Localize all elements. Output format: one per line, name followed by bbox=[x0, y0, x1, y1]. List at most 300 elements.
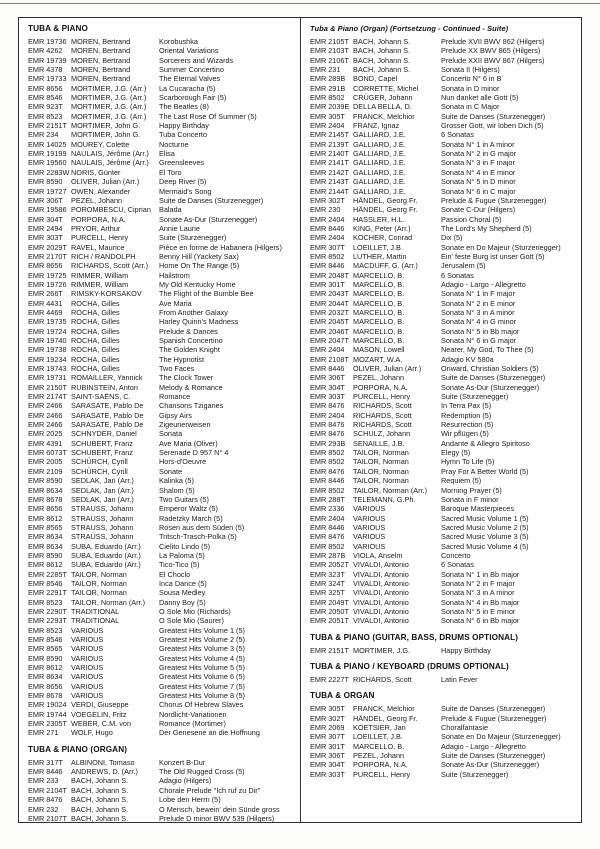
section-header: TUBA & PIANO bbox=[28, 24, 89, 33]
title: Redemption (5) bbox=[441, 410, 492, 420]
catalog-row bbox=[28, 168, 295, 177]
composer: VARIOUS bbox=[71, 653, 104, 663]
catalog-number: EMR 8546 bbox=[28, 578, 63, 588]
title: Suite de Danses (Sturzenegger) bbox=[441, 704, 546, 714]
catalog-row bbox=[310, 760, 576, 769]
title: Sacred Music Volume 2 (5) bbox=[441, 522, 529, 532]
catalog-number: EMR 2494 bbox=[28, 223, 63, 233]
catalog-number: EMR 233 bbox=[28, 776, 59, 786]
title: Baroque Masterpieces bbox=[441, 504, 515, 514]
composer: GALLIARD, J.E. bbox=[353, 186, 406, 196]
catalog-row bbox=[28, 56, 295, 65]
catalog-number: EMR 19743 bbox=[28, 364, 67, 374]
catalog-number: EMR 305T bbox=[310, 704, 345, 714]
composer: TRADITIONAL bbox=[71, 606, 120, 616]
catalog-row bbox=[28, 93, 295, 102]
catalog-number: EMR 291B bbox=[310, 83, 346, 93]
catalog-row bbox=[310, 168, 576, 177]
catalog-row bbox=[310, 401, 576, 410]
title: Elisa bbox=[159, 149, 175, 159]
catalog-number: EMR 19740 bbox=[28, 336, 67, 345]
page-top-rule bbox=[0, 3, 600, 4]
composer: VARIOUS bbox=[353, 504, 386, 514]
catalog-number: EMR 306T bbox=[28, 195, 63, 205]
catalog-number: EMR 230 bbox=[310, 205, 341, 215]
composer: STRAUSS, Johann bbox=[71, 504, 134, 514]
catalog-number: EMR 325T bbox=[310, 588, 345, 598]
composer: MARCELLO, B. bbox=[353, 317, 405, 327]
title: The Beatles (8) bbox=[159, 102, 209, 112]
catalog-row bbox=[310, 345, 576, 354]
title: Sonate C-Dur (Hilgers) bbox=[441, 205, 516, 215]
catalog-number: EMR 8590 bbox=[28, 476, 63, 486]
catalog-number: EMR 2108T bbox=[310, 354, 349, 364]
composer: MORTIMER, J.G. (Arr.) bbox=[71, 102, 147, 112]
catalog-row bbox=[310, 392, 576, 401]
catalog-number: EMR 4378 bbox=[28, 65, 63, 75]
title: Sacred Music Volume 1 (5) bbox=[441, 513, 529, 523]
catalog-number: EMR 8523 bbox=[28, 625, 63, 635]
composer: VARIOUS bbox=[353, 522, 386, 532]
catalog-number: EMR 2466 bbox=[28, 420, 63, 430]
section-header: TUBA & PIANO / KEYBOARD (DRUMS OPTIONAL) bbox=[310, 662, 509, 671]
title: Nordlicht-Variationen bbox=[159, 709, 227, 719]
composer: HÄNDEL, Georg Fr. bbox=[353, 713, 418, 723]
catalog-number: EMR 2051T bbox=[310, 616, 349, 626]
title: Serenade D 957 N° 4 bbox=[159, 448, 229, 458]
composer: GALLIARD, J.E. bbox=[353, 130, 406, 140]
composer: VERDI, Giuseppe bbox=[71, 700, 129, 710]
catalog-row bbox=[28, 121, 295, 130]
title: Pray For A Better World (5) bbox=[441, 466, 529, 476]
composer: TAILOR, Norman bbox=[71, 588, 127, 598]
title: Wir pflügen (5) bbox=[441, 429, 489, 439]
catalog-number: EMR 288T bbox=[310, 494, 345, 504]
title: O Mensch, bewein' dein Sünde gross bbox=[159, 804, 280, 814]
composer: VARIOUS bbox=[71, 691, 104, 701]
composer: ALBINONI, Tomaso bbox=[71, 757, 135, 767]
catalog-number: EMR 8446 bbox=[310, 223, 345, 233]
title: Dix (5) bbox=[441, 233, 463, 243]
composer: MORTIMER, John G. bbox=[71, 130, 141, 140]
composer: TAILOR, Norman (Arr.) bbox=[71, 597, 146, 607]
catalog-column-left bbox=[19, 18, 300, 822]
composer: STRAUSS, Johann bbox=[71, 532, 134, 542]
catalog-number: EMR 4469 bbox=[28, 307, 63, 317]
section-header: TUBA & ORGAN bbox=[310, 691, 375, 701]
title: Concerto bbox=[441, 550, 471, 560]
composer: SUBA, Eduardo (Arr.) bbox=[71, 541, 141, 551]
catalog-row bbox=[310, 411, 576, 420]
catalog-number: EMR 8502 bbox=[310, 93, 345, 103]
catalog-row bbox=[28, 805, 295, 814]
catalog-row bbox=[28, 271, 295, 280]
title: Sacred Music Volume 3 (5) bbox=[441, 532, 529, 542]
title: Prelude XVII BWV 862 (Hilgers) bbox=[441, 37, 545, 46]
composer: VIVALDI, Antonio bbox=[353, 606, 409, 616]
catalog-number: EMR 2227T bbox=[310, 675, 349, 684]
composer: PURCELL, Henry bbox=[71, 233, 129, 243]
catalog-row bbox=[310, 308, 576, 317]
catalog-number: EMR 8502 bbox=[310, 541, 345, 551]
catalog-row bbox=[310, 102, 576, 111]
catalog-number: EMR 2105T bbox=[310, 37, 349, 46]
catalog-number: EMR 8502 bbox=[310, 457, 345, 467]
catalog-number: EMR 8656 bbox=[28, 504, 63, 514]
composer: SCHÜRCH, Cyrill bbox=[71, 466, 128, 476]
catalog-row bbox=[28, 308, 295, 317]
title: Prelude & Fugue (Sturzenegger) bbox=[441, 713, 547, 723]
title: O Sole Mio (Saurer) bbox=[159, 616, 224, 626]
catalog-row bbox=[310, 598, 576, 607]
title: Suite (Sturzenegger) bbox=[441, 769, 509, 779]
composer: NAULAIS, Jérôme (Arr.) bbox=[71, 149, 149, 159]
title: Sonata in F minor bbox=[441, 494, 499, 504]
composer: TAILOR, Norman (Arr.) bbox=[353, 485, 428, 495]
catalog-number: EMR 8523 bbox=[28, 111, 63, 121]
title: Romance (Mortimer) bbox=[159, 719, 226, 729]
composer: SUBA, Eduardo (Arr.) bbox=[71, 560, 141, 570]
title: Scarborough Fair (5) bbox=[159, 93, 227, 103]
catalog-row bbox=[310, 37, 576, 46]
composer: CORRETTE, Michel bbox=[353, 83, 419, 93]
catalog-row bbox=[28, 392, 295, 401]
composer: GALLIARD, J.E. bbox=[353, 167, 406, 177]
composer: RIMMER, William bbox=[71, 279, 129, 289]
composer: RIMMER, William bbox=[71, 270, 129, 280]
title: Melody & Romance bbox=[159, 382, 223, 392]
catalog-row bbox=[28, 439, 295, 448]
catalog-number: EMR 2143T bbox=[310, 177, 349, 187]
composer: RICHARDS, Scott bbox=[353, 410, 412, 420]
composer: RICH / RANDOLPH bbox=[71, 251, 136, 261]
title: Sonata N° 3 in F major bbox=[441, 158, 515, 168]
catalog-row bbox=[28, 420, 295, 429]
catalog-number: EMR 19736 bbox=[28, 37, 67, 46]
title: Hailstrom bbox=[159, 270, 190, 280]
catalog-number: EMR 2039E bbox=[310, 102, 350, 112]
catalog-number: EMR 2104T bbox=[28, 785, 67, 795]
title: Greatest Hits Volume 4 (5) bbox=[159, 653, 245, 663]
title: Emperor Waltz (5) bbox=[159, 504, 218, 514]
title: Sonata N° 1 in F major bbox=[441, 289, 515, 299]
composer: GALLIARD, J.E. bbox=[353, 158, 406, 168]
title: Sonata N° 4 in G minor bbox=[441, 317, 517, 327]
composer: MARCELLO, B. bbox=[353, 270, 405, 280]
title: The Hypnotist bbox=[159, 354, 205, 364]
catalog-number: EMR 2293T bbox=[28, 616, 67, 626]
title: Annie Laurie bbox=[159, 223, 200, 233]
title: Nearer, My God, To Thee (5) bbox=[441, 345, 534, 355]
composer: MORTIMER, J.G. (Arr.) bbox=[71, 111, 147, 121]
composer: NAULAIS, Jérôme (Arr.) bbox=[71, 158, 149, 168]
title: Suite de Danses (Sturzenegger) bbox=[441, 111, 546, 121]
catalog-number: EMR 8612 bbox=[28, 560, 63, 570]
catalog-number: EMR 289B bbox=[310, 74, 346, 84]
title: Cielito Lindo (5) bbox=[159, 541, 211, 551]
composer: MARCELLO, B. bbox=[353, 336, 405, 345]
title: Pièce en forme de Habanera (Hilgers) bbox=[159, 242, 282, 252]
catalog-number: EMR 19586 bbox=[28, 205, 67, 215]
catalog-row bbox=[28, 654, 295, 663]
catalog-number: EMR 8546 bbox=[28, 93, 63, 103]
title: Nocturne bbox=[159, 139, 189, 149]
composer: PEZEL, Johann bbox=[353, 373, 405, 383]
composer: ROCHA, Gilles bbox=[71, 307, 120, 317]
composer: MARCELLO, B. bbox=[353, 307, 405, 317]
title: Tritsch-Trasch-Polka (5) bbox=[159, 532, 237, 542]
catalog-number: EMR 19725 bbox=[28, 270, 67, 280]
catalog-row bbox=[28, 84, 295, 93]
composer: ROCHA, Gilles bbox=[71, 326, 120, 336]
title: Sonata N° 3 in A minor bbox=[441, 588, 515, 598]
catalog-row bbox=[310, 355, 576, 364]
catalog-row bbox=[28, 523, 295, 532]
title: Sonata N° 4 in Bb major bbox=[441, 597, 520, 607]
title: Suite (Sturzenegger) bbox=[159, 233, 227, 243]
composer: BACH, Johann S. bbox=[353, 46, 411, 56]
catalog-number: EMR 317T bbox=[28, 757, 63, 767]
composer: GALLIARD, J.E. bbox=[353, 177, 406, 187]
composer: HÄNDEL, Georg Fr. bbox=[353, 195, 418, 205]
catalog-number: EMR 8446 bbox=[310, 364, 345, 374]
catalog-number: EMR 8502 bbox=[310, 485, 345, 495]
catalog-row bbox=[28, 598, 295, 607]
composer: SARASATE, Pablo De bbox=[71, 420, 144, 430]
catalog-row bbox=[310, 121, 576, 130]
title: Radetzky March (5) bbox=[159, 513, 223, 523]
composer: FRANCK, Melchior bbox=[353, 111, 415, 121]
catalog-row bbox=[310, 523, 576, 532]
composer: SUBA, Eduardo (Arr.) bbox=[71, 550, 141, 560]
catalog-row bbox=[28, 327, 295, 336]
catalog-row bbox=[28, 814, 295, 822]
composer: SEDLAK, Jan (Arr.) bbox=[71, 476, 134, 486]
title: Sonata N° 6 in Bb major bbox=[441, 616, 520, 626]
title: Sonate en Do Majeur (Sturzenegger) bbox=[441, 242, 561, 252]
catalog-row bbox=[310, 551, 576, 560]
title: Hors-d'Oeuvre bbox=[159, 457, 207, 467]
composer: SCHUBERT, Franz bbox=[71, 438, 133, 448]
title: Sonata bbox=[159, 429, 183, 439]
catalog-row bbox=[310, 177, 576, 186]
title: Sonata N° 1 in A minor bbox=[441, 139, 515, 149]
composer: STRAUSS, Johann bbox=[71, 522, 134, 532]
catalog-number: EMR 8476 bbox=[310, 420, 345, 430]
catalog-row bbox=[28, 383, 295, 392]
composer: TAILOR, Norman bbox=[353, 476, 409, 486]
catalog-row bbox=[28, 299, 295, 308]
title: Ein' feste Burg ist unser Gott (5) bbox=[441, 251, 545, 261]
catalog-row bbox=[310, 130, 576, 139]
title: Prelude & Dances bbox=[159, 326, 218, 336]
catalog-row bbox=[310, 646, 576, 655]
title: Sonata N° 4 in E minor bbox=[441, 167, 516, 177]
catalog-column-right bbox=[300, 18, 581, 822]
catalog-number: EMR 19726 bbox=[28, 279, 67, 289]
title: In Terra Pax (5) bbox=[441, 401, 492, 411]
catalog-number: EMR 2151T bbox=[28, 121, 67, 131]
catalog-number: EMR 2404 bbox=[310, 410, 345, 420]
composer: ANDREWS, D. (Arr.) bbox=[71, 767, 138, 777]
composer: SAINT-SAËNS, C. bbox=[71, 392, 131, 402]
catalog-row bbox=[310, 532, 576, 541]
catalog-number: EMR 2046T bbox=[310, 326, 349, 336]
composer: OLIVER, Julian (Arr.) bbox=[353, 364, 422, 374]
composer: WEBER, C.M. von bbox=[71, 719, 132, 729]
composer: VIVALDI, Antonio bbox=[353, 578, 409, 588]
composer: BACH, Johann S. bbox=[71, 795, 129, 805]
title: Concerto N° 6 in B bbox=[441, 74, 502, 84]
composer: SENAILLE, J.B. bbox=[353, 438, 405, 448]
catalog-number: EMR 307T bbox=[310, 732, 345, 742]
composer: MORTIMER, John G. bbox=[71, 121, 141, 131]
catalog-row bbox=[310, 271, 576, 280]
title: Sonata N° 2 in F major bbox=[441, 578, 515, 588]
catalog-row bbox=[310, 607, 576, 616]
catalog-row bbox=[28, 364, 295, 373]
title: Grosser Gott, wir loben Dich (5) bbox=[441, 121, 544, 131]
title: Greatest Hits Volume 8 (5) bbox=[159, 691, 245, 701]
catalog-row bbox=[28, 551, 295, 560]
catalog-number: EMR 2305T bbox=[28, 719, 67, 729]
catalog-row bbox=[28, 243, 295, 252]
catalog-row bbox=[28, 411, 295, 420]
catalog-row bbox=[28, 233, 295, 242]
composer: VIVALDI, Antonio bbox=[353, 588, 409, 598]
catalog-number: EMR 8446 bbox=[28, 767, 63, 777]
catalog-number: EMR 8476 bbox=[310, 532, 345, 542]
composer: PORPORA, N.A. bbox=[71, 214, 126, 224]
catalog-number: EMR 304T bbox=[310, 382, 345, 392]
title: Adagio - Largo - Allegretto bbox=[441, 279, 526, 289]
catalog-row bbox=[310, 476, 576, 485]
title: Shalom (5) bbox=[159, 485, 195, 495]
catalog-row bbox=[310, 383, 576, 392]
composer: KOCHER, Conrad bbox=[353, 233, 413, 243]
title: The Last Rose Of Summer (5) bbox=[159, 111, 257, 121]
catalog-number: EMR 8634 bbox=[28, 672, 63, 682]
title: Home On The Range (5) bbox=[159, 261, 240, 271]
composer: VIVALDI, Antonio bbox=[353, 616, 409, 626]
catalog-row bbox=[310, 373, 576, 382]
title: The Lord's My Shepherd (5) bbox=[441, 223, 532, 233]
composer: TAILOR, Norman bbox=[353, 457, 409, 467]
catalog-number: EMR 4262 bbox=[28, 46, 63, 56]
catalog-row bbox=[310, 317, 576, 326]
title: Happy Birthday bbox=[441, 645, 491, 655]
catalog-number: EMR 2047T bbox=[310, 336, 349, 345]
composer: KOETSIER, Jan bbox=[353, 723, 406, 733]
catalog-row bbox=[28, 336, 295, 345]
catalog-row bbox=[310, 675, 576, 684]
title: Morning Prayer (5) bbox=[441, 485, 502, 495]
catalog-number: EMR 2025 bbox=[28, 429, 63, 439]
catalog-row bbox=[28, 373, 295, 382]
catalog-row bbox=[310, 542, 576, 551]
composer: GALLIARD, J.E. bbox=[353, 139, 406, 149]
catalog-number: EMR 306T bbox=[310, 373, 345, 383]
catalog-number: EMR 304T bbox=[28, 214, 63, 224]
catalog-number: EMR 2466 bbox=[28, 410, 63, 420]
catalog-row bbox=[310, 439, 576, 448]
title: Two Faces bbox=[159, 364, 195, 374]
catalog-row bbox=[28, 644, 295, 653]
catalog-number: EMR 303T bbox=[310, 392, 345, 402]
catalog-number: EMR 2404 bbox=[310, 345, 345, 355]
catalog-row bbox=[310, 504, 576, 513]
title: Onward, Christian Soldiers (5) bbox=[441, 364, 539, 374]
composer: TAILOR, Norman bbox=[71, 578, 127, 588]
composer: HÄNDEL, Georg Fr. bbox=[353, 205, 418, 215]
catalog-row bbox=[310, 224, 576, 233]
composer: MOREN, Bertrand bbox=[71, 55, 131, 65]
composer: NORIS, Günter bbox=[71, 167, 121, 177]
catalog-number: EMR 8476 bbox=[310, 466, 345, 476]
catalog-row bbox=[310, 448, 576, 457]
catalog-number: EMR 287B bbox=[310, 550, 346, 560]
catalog-row bbox=[310, 196, 576, 205]
catalog-number: EMR 8476 bbox=[28, 795, 63, 805]
catalog-row bbox=[28, 65, 295, 74]
catalog-number: EMR 2032T bbox=[310, 307, 349, 317]
composer: VOEGELIN, Fritz bbox=[71, 709, 127, 719]
catalog-number: EMR 4391 bbox=[28, 438, 63, 448]
composer: MARCELLO, B. bbox=[353, 326, 405, 336]
catalog-number: EMR 2029T bbox=[28, 242, 67, 252]
catalog-number: EMR 8446 bbox=[310, 476, 345, 486]
catalog-number: EMR 8678 bbox=[28, 494, 63, 504]
title: The Flight of the Bumble Bee bbox=[159, 289, 254, 299]
catalog-row bbox=[28, 74, 295, 83]
composer: WOLF, Hugo bbox=[71, 728, 113, 738]
composer: FRANZ, Ignaz bbox=[353, 121, 400, 131]
catalog-row bbox=[28, 504, 295, 513]
catalog-row bbox=[310, 420, 576, 429]
title: Suite de Danses (Sturzenegger) bbox=[441, 751, 546, 761]
catalog-row bbox=[28, 532, 295, 541]
composer: DELLA BELLA, D. bbox=[353, 102, 412, 112]
catalog-row bbox=[310, 205, 576, 214]
catalog-number: EMR 323T bbox=[310, 569, 345, 579]
catalog-row bbox=[310, 93, 576, 102]
catalog-row bbox=[310, 570, 576, 579]
catalog-row bbox=[28, 514, 295, 523]
catalog-number: EMR 301T bbox=[310, 741, 345, 751]
title: Choralfantasie bbox=[441, 723, 489, 733]
catalog-number: EMR 19727 bbox=[28, 186, 67, 196]
catalog-number: EMR 8612 bbox=[28, 513, 63, 523]
composer: BACH, Johann S. bbox=[71, 813, 129, 822]
composer: BACH, Johann S. bbox=[353, 37, 411, 46]
catalog-row bbox=[310, 140, 576, 149]
composer: RICHARDS, Scott bbox=[353, 675, 412, 684]
composer: FRANCK, Melchior bbox=[353, 704, 415, 714]
title: The Eternal Valves bbox=[159, 74, 221, 84]
catalog-number: EMR 8565 bbox=[28, 522, 63, 532]
catalog-number: EMR 2050T bbox=[310, 606, 349, 616]
catalog-number: EMR 324T bbox=[310, 578, 345, 588]
title: Sonata N° 6 in G major bbox=[441, 336, 517, 345]
catalog-row bbox=[28, 401, 295, 410]
catalog-row bbox=[310, 751, 576, 760]
catalog-number: EMR 2404 bbox=[310, 214, 345, 224]
catalog-number: EMR 2404 bbox=[310, 513, 345, 523]
catalog-row bbox=[28, 317, 295, 326]
catalog-row bbox=[28, 579, 295, 588]
catalog-row bbox=[28, 710, 295, 719]
composer: BACH, Johann S. bbox=[71, 776, 129, 786]
